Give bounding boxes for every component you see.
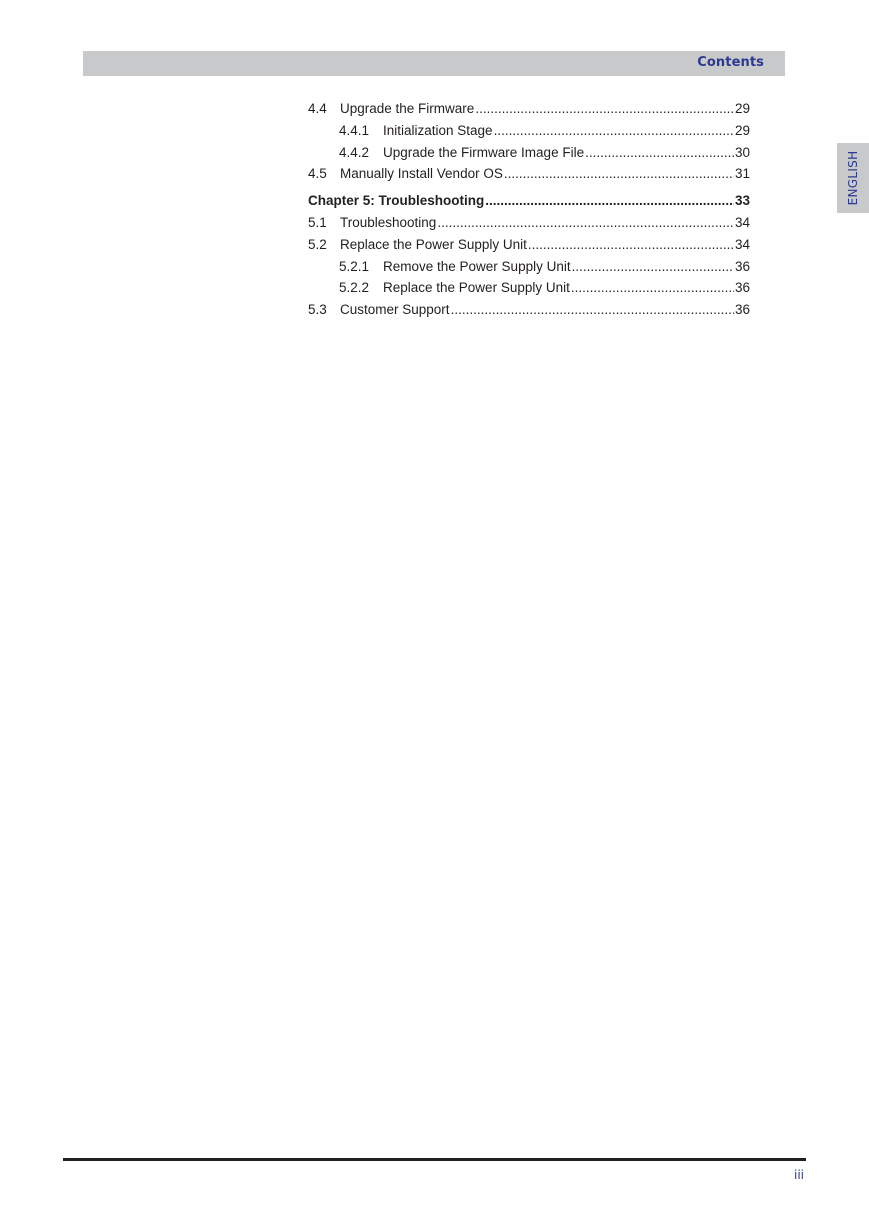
toc-entry-number: 5.3 [308,302,327,318]
toc-entry-title: Upgrade the Firmware [340,101,475,116]
toc-entry[interactable] [308,277,750,299]
toc-entry-page: 29 [734,122,750,138]
toc-entry-title: Replace the Power Supply Unit [340,236,527,252]
toc-entry-title: Troubleshooting [340,214,437,230]
toc-entry-page: 31 [734,166,750,182]
toc-entry[interactable] [308,142,750,164]
page-number: iii [793,1168,804,1182]
toc-entry-number: 4.4.2 [339,144,370,160]
toc-entry-page: 33 [734,193,750,209]
page-title: Contents [697,55,764,70]
toc-leader-dots [528,234,734,256]
toc-entry-number: 4.5 [308,166,327,182]
toc-entry-title: Initialization Stage [383,122,493,138]
toc-entry[interactable] [308,256,750,278]
table-of-contents [308,98,750,321]
toc-entry[interactable] [308,299,750,321]
language-tab [837,143,869,213]
toc-entry-page: 30 [734,144,750,160]
toc-chapter-entry[interactable] [308,190,750,212]
toc-entry[interactable] [308,120,750,142]
toc-entry-number: 5.2 [308,236,327,252]
toc-leader-dots [504,163,734,185]
toc-entry-number: 5.1 [308,214,327,230]
toc-leader-dots [485,190,734,212]
toc-entry-page: 29 [734,101,750,116]
toc-entry-page: 36 [734,280,750,296]
toc-entry-title: Manually Install Vendor OS [340,166,503,182]
toc-entry-title: Upgrade the Firmware Image File [383,144,585,160]
toc-entry-number: 5.2.2 [339,280,370,296]
toc-entry-title: Customer Support [340,302,450,318]
toc-leader-dots [572,256,734,278]
toc-leader-dots [475,98,734,120]
toc-entry-page: 36 [734,302,750,318]
toc-entry-number: 4.4 [308,101,327,116]
toc-entry[interactable] [308,98,750,120]
toc-entry-page: 36 [734,258,750,274]
toc-leader-dots [437,212,734,234]
toc-entry-title: Replace the Power Supply Unit [383,280,570,296]
toc-entry[interactable] [308,163,750,185]
toc-entry[interactable] [308,212,750,234]
toc-entry-number: 4.4.1 [339,122,370,138]
toc-leader-dots [494,120,734,142]
toc-entry-page: 34 [734,236,750,252]
header-bar [83,51,785,76]
toc-leader-dots [585,142,734,164]
footer-rule [63,1158,806,1161]
toc-entry-page: 34 [734,214,750,230]
toc-leader-dots [451,299,734,321]
language-label: ENGLISH [846,150,860,206]
toc-chapter-title: Chapter 5: Troubleshooting [308,193,485,209]
toc-entry-number: 5.2.1 [339,258,370,274]
toc-leader-dots [571,277,734,299]
toc-entry-title: Remove the Power Supply Unit [383,258,571,274]
toc-entry[interactable] [308,234,750,256]
